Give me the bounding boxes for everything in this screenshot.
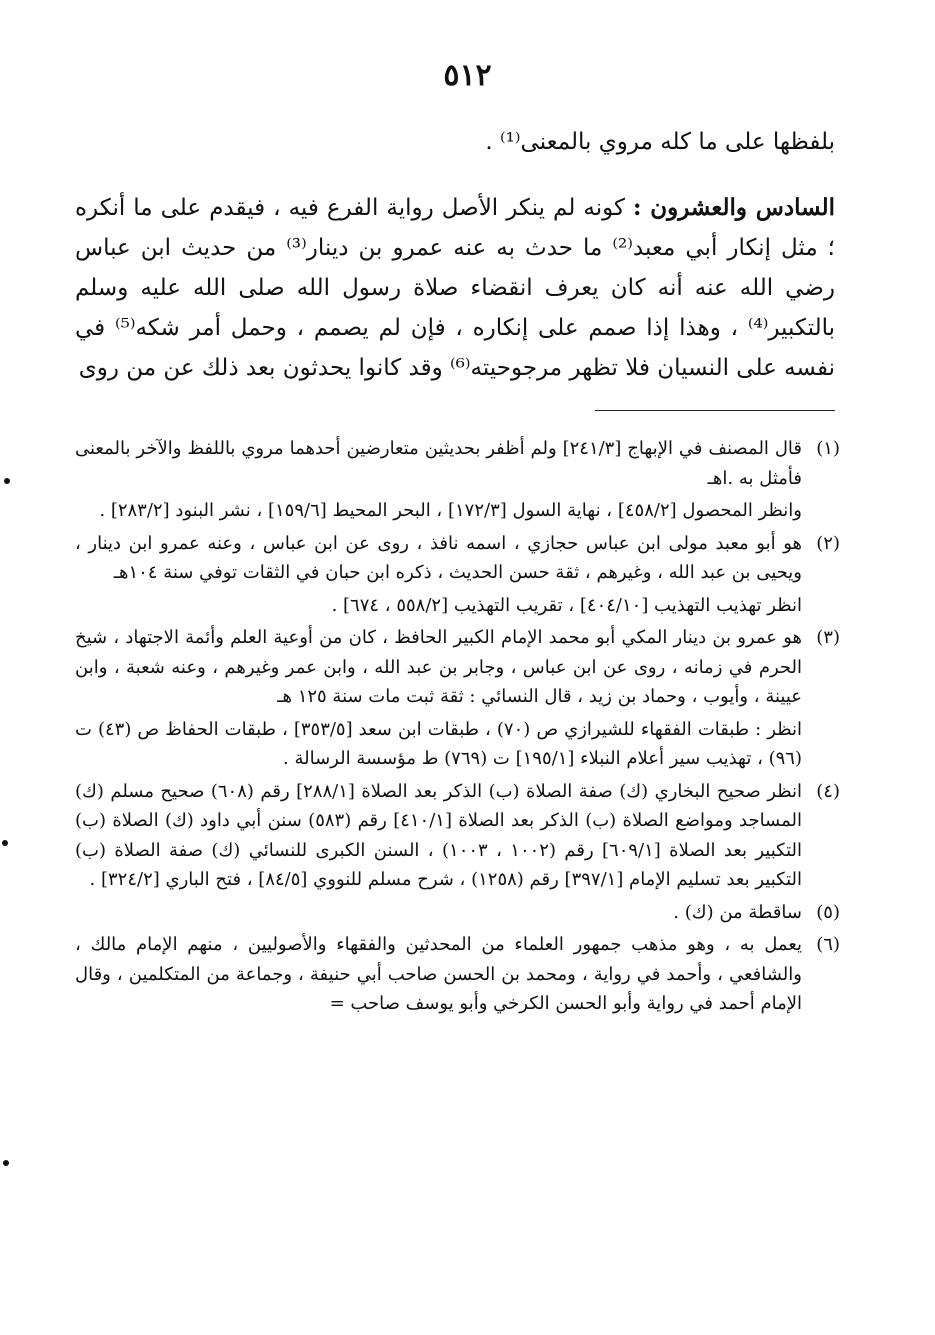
footnotes (75, 434, 840, 1022)
footnote-6 (75, 930, 840, 1019)
page-number: ٥١٢ (443, 58, 492, 93)
scan-mark (2, 840, 8, 846)
footnote-number: (٣) (816, 627, 840, 648)
footnote-text: ساقطة من (ك) . (673, 901, 802, 923)
footnote-1 (75, 434, 840, 526)
paragraph-continuation: بلفظها على ما كله مروي بالمعنى⁽¹⁾ . (485, 129, 835, 155)
footnote-text: انظر صحيح البخاري (ك) صفة الصلاة (ب) الذكر بعد الصلاة [٢٨٨/١] رقم (٦٠٨) صحيح مسلم (ك) المساجد ومواضع الصلاة (ب) الذكر بعد الصلاة [٤١٠/١] رقم (٥٨٣) سنن أبي داود (ك) الصلاة (ب) التكبير بعد الصلاة [٦٠٩/١] رقم (١٠٠٢ ، ١٠٠٣) ، السنن الكبرى للنسائي (ك) صفة الصلاة (ب) التكبير بعد تسليم الإمام [٣٩٧/١] رقم (١٢٥٨) ، شرح مسلم للنووي [٨٤/٥] ، فتح الباري [٣٢٤/٢] . (75, 780, 803, 890)
paragraph-twenty-sixth (75, 188, 835, 388)
footnote-2 (75, 529, 840, 621)
footnote-number: (٦) (816, 934, 840, 955)
section-heading: السادس والعشرون : (632, 194, 835, 221)
main-text (75, 122, 835, 388)
footnote-number: (٤) (816, 780, 840, 802)
footnote-text: هو عمرو بن دينار المكي أبو محمد الإمام الكبير الحافظ ، كان من أوعية العلم وأئمة الاجتهاد ، شيخ الحرم في زمانه ، روى عن ابن عباس ، وجابر بن عبد الله ، وابن عمر وغيرهم ، وعنه شعبة ، وابن عيينة ، وأيوب ، وحماد بن زيد ، قال النسائي : ثقة ثبت مات سنة ١٢٥ هـ (75, 627, 802, 707)
footnote-number: (٢) (816, 532, 840, 554)
footnote-text: هو أبو معبد مولى ابن عباس حجازي ، اسمه نافذ ، روى عن ابن عباس ، وعنه عمرو ابن دينار ، ويحيى بن عبد الله ، وغيرهم ، ثقة حسن الحديث ، ذكره ابن حبان في الثقات توفي سنة ١٠٤هـ (75, 532, 802, 583)
footnote-reference: وانظر المحصول [٤٥٨/٢] ، نهاية السول [١٧٢/٣] ، البحر المحيط [١٥٩/٦] ، نشر البنود [٢٨٣/٢] . (99, 500, 802, 521)
footnote-number: (١) (816, 438, 840, 459)
footnote-3 (75, 623, 840, 774)
footnote-divider (595, 410, 835, 411)
footnote-number: (٥) (816, 901, 840, 923)
footnote-5 (75, 898, 840, 928)
scan-mark (4, 478, 10, 484)
footnote-reference: انظر : طبقات الفقهاء للشيرازي ص (٧٠) ، طبقات ابن سعد [٣٥٣/٥] ، طبقات الحفاظ ص (٤٣) ت (٩٦) ، تهذيب سير أعلام النبلاء [١٩٥/١] ت (٧٦٩) ط مؤسسة الرسالة . (75, 718, 802, 769)
footnote-text: قال المصنف في الإبهاج [٢٤١/٣] ولم أظفر بحديثين متعارضين أحدهما مروي باللفظ والآخر بالمعنى فأمثل به .اهـ (75, 438, 802, 489)
scan-mark (3, 1160, 9, 1166)
footnote-4 (75, 777, 840, 895)
footnote-reference: انظر تهذيب التهذيب [٤٠٤/١٠] ، تقريب التهذيب [٥٥٨/٢ ، ٦٧٤] . (331, 594, 802, 616)
footnote-text: يعمل به ، وهو مذهب جمهور العلماء من المحدثين والفقهاء والأصوليين ، منهم الإمام مالك ، والشافعي ، وأحمد في رواية ، ومحمد بن الحسن صاحب أبي حنيفة ، وجماعة من المتكلمين ، وقال الإمام أحمد في رواية وأبو الحسن الكرخي وأبو يوسف صاحب = (75, 934, 802, 1014)
paragraph-text: كونه لم ينكر الأصل رواية الفرع فيه ، فيقدم على ما أنكره ؛ مثل إنكار أبي معبد⁽²⁾ ما حدث به عنه عمرو بن دينار⁽³⁾ من حديث ابن عباس رضي الله عنه أنه كان يعرف انقضاء صلاة رسول الله صلى الله عليه وسلم بالتكبير⁽⁴⁾ ، وهذا إذا صمم على إنكاره ، فإن لم يصمم ، وحمل أمر شكه⁽⁵⁾ في نفسه على النسيان فلا تظهر مرجوحيته⁽⁶⁾ وقد كانوا يحدثون بعد ذلك عن من روى (75, 195, 835, 381)
